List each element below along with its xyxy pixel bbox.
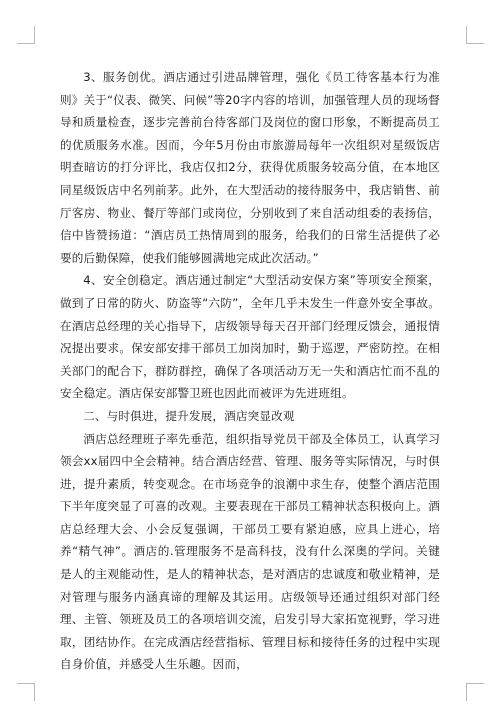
document-body — [60, 66, 440, 676]
crop-mark — [467, 43, 484, 44]
paragraph-service: 3、服务创优。酒店通过引进品牌管理，强化《员工待客基本行为准则》关于“仪表、微笑、问候”等20字内容的培训，加强管理人员的现场督导和质量检查，逐步完善前台待客部门及岗位的窗口形象，不断提高员工的优质服务水准。因而，今年5月份由市旅游局每年一次组织对星级饭店明查暗访的打分评比，我店仅扣2分，获得优质服务较高分值，在本地区同星级饭店中名列前茅。此外，在大型活动的接待服务中，我店销售、前厅客房、物业、餐厅等部门或岗位，分别收到了来自活动组委的表扬信，信中皆赞扬道：“酒店员工热情周到的服务，给我们的日常生活提供了必要的后勤保障，使我们能够圆满地完成此次活动。” — [60, 70, 440, 265]
crop-mark — [466, 26, 467, 44]
crop-mark — [34, 26, 35, 44]
section-heading: 二、与时俱进，提升发展，酒店突显改观 — [83, 408, 295, 423]
crop-mark — [34, 683, 35, 701]
crop-mark — [17, 683, 34, 684]
crop-mark — [466, 683, 467, 701]
crop-mark — [467, 683, 484, 684]
crop-mark — [17, 43, 34, 44]
paragraph-security: 4、安全创稳定。酒店通过制定“大型活动安保方案”等项安全预案，做到了日常的防火、防盗等“六防”，全年几乎未发生一件意外安全事故。在酒店总经理的关心指导下，店级领导每天召开部门经理反馈会，通报情况提出要求。保安部安排干部员工加岗加时，勤于巡逻，严密防控。在相关部门的配合下，群防群控，确保了各项活动万无一失和酒店忙而不乱的安全稳定。酒店保安部警卫班也因此而被评为先进班组。 — [60, 273, 440, 401]
paragraph-progress: 酒店总经理班子率先垂范，组织指导党员干部及全体员工，认真学习领会xx届四中全会精神。结合酒店经营、管理、服务等实际情况，与时俱进，提升素质，转变观念。在市场竞争的浪潮中求生存，使整个酒店范围下半年度突显了可喜的改观。主要表现在干部员工精神状态积极向上。酒店总经理大会、小会反复强调，干部员工要有紧迫感，应具上进心，培养“精气神”。酒店的.管理服务不是高科技，没有什么深奥的学问。关键是人的主观能动性，是人的精神状态，是对酒店的忠诚度和敬业精神，是对管理与服务内涵真谛的理解及其运用。店级领导还通过组织对部门经理、主管、领班及员工的各项培训交流，启发引导大家拓宽视野，学习进取，团结协作。在完成酒店经营指标、管理目标和接待任务的过程中实现自身价值，并感受人生乐趣。因而， — [60, 431, 440, 672]
